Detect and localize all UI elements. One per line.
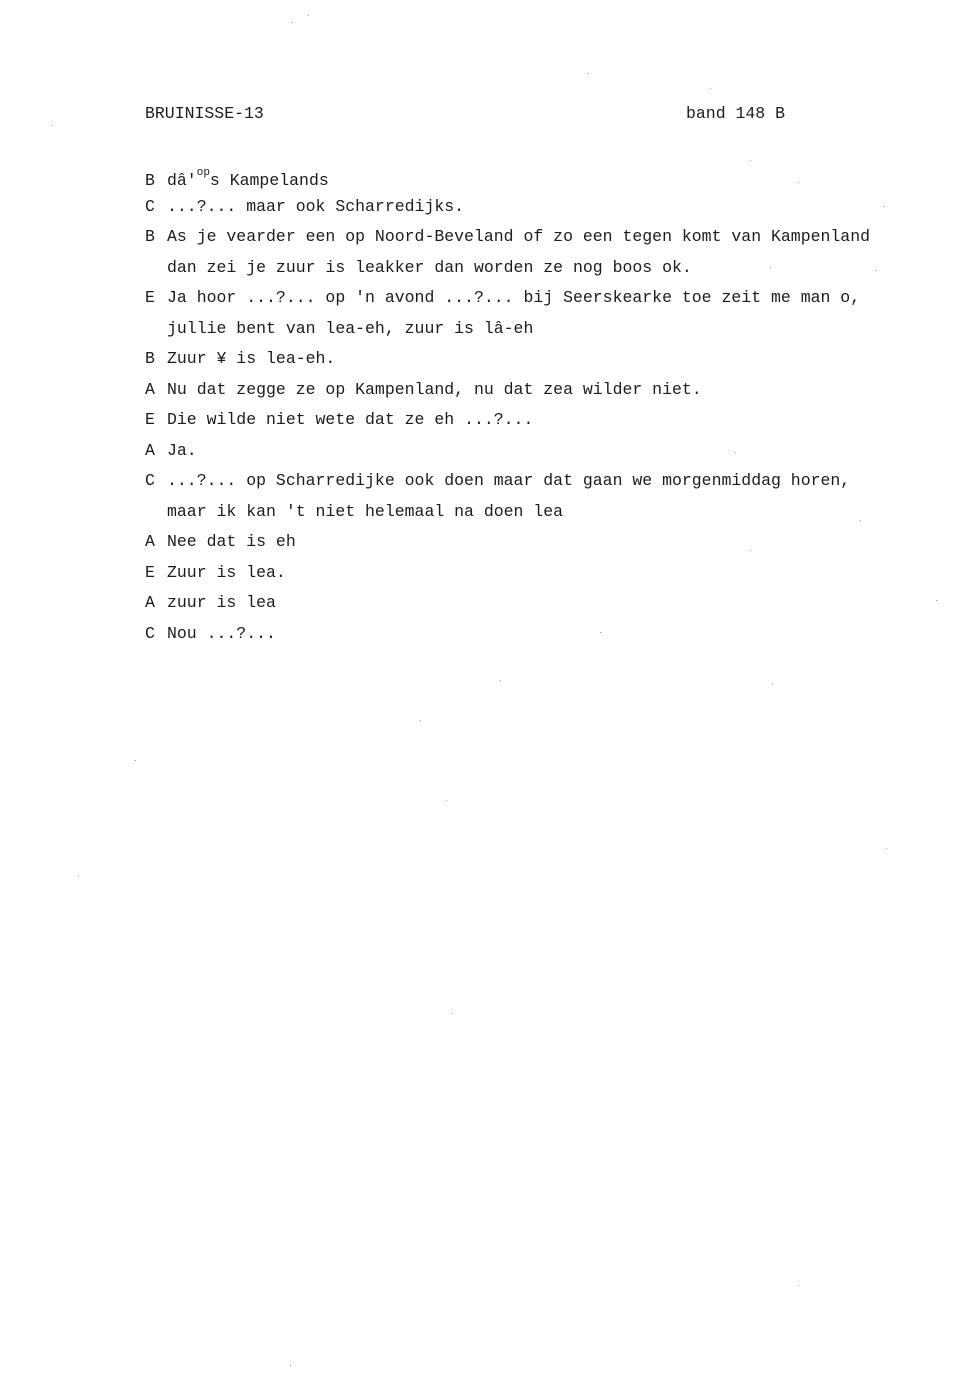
scan-speck <box>420 720 421 721</box>
scan-speck <box>798 1285 799 1286</box>
line-text-part: s Kampelands <box>209 170 329 190</box>
speaker-label: B <box>145 170 155 190</box>
scan-speck <box>292 22 293 23</box>
speaker-label: B <box>145 227 155 246</box>
speaker-label: C <box>145 196 155 216</box>
transcript-line-continuation <box>145 258 945 289</box>
header-location: BRUINISSE-13 <box>145 104 264 123</box>
scan-speck <box>710 88 711 89</box>
transcript-line <box>145 227 945 258</box>
transcript-line <box>145 624 945 655</box>
line-text <box>167 167 329 190</box>
transcript-line-continuation <box>145 502 945 533</box>
speaker-label: C <box>145 471 155 490</box>
scan-speck <box>500 680 501 681</box>
transcript-line <box>145 410 945 441</box>
line-text: Zuur is lea. <box>167 562 286 582</box>
scan-speck <box>886 848 887 849</box>
transcript-line <box>145 380 945 411</box>
line-text: dan zei je zuur is leakker dan worden ze nog boos ok. <box>167 257 692 277</box>
transcript-line <box>145 471 945 502</box>
speaker-label: A <box>145 532 155 551</box>
line-text: zuur is lea <box>167 593 276 612</box>
line-text: Nee dat is eh <box>167 532 296 551</box>
speaker-label: C <box>145 623 155 643</box>
scan-speck <box>446 800 447 801</box>
transcript-line <box>145 441 945 472</box>
scan-speck <box>860 520 861 521</box>
line-text: Die wilde niet wete dat ze eh ...?... <box>167 410 534 429</box>
scan-speck <box>750 550 751 551</box>
scan-speck <box>798 182 799 183</box>
scan-speck <box>750 160 751 161</box>
scan-speck <box>600 632 601 633</box>
scan-speck <box>52 125 53 126</box>
line-text: Zuur ¥ is lea-eh. <box>167 349 336 368</box>
line-text: As je vearder een op Noord-Beveland of zo een tegen komt van Kampenland <box>167 227 871 246</box>
transcript-line <box>145 563 945 594</box>
transcript-line <box>145 288 945 319</box>
speaker-label: A <box>145 379 155 399</box>
speaker-label: A <box>145 440 155 460</box>
line-text: ...?... maar ook Scharredijks. <box>167 196 465 216</box>
scan-speck <box>883 206 884 207</box>
line-text: Ja. <box>167 440 197 460</box>
header-tape-number: band 148 B <box>686 104 786 123</box>
line-text: Nu dat zegge ze op Kampenland, nu dat zea wilder niet. <box>167 379 702 399</box>
speaker-label: E <box>145 410 155 429</box>
transcript-line <box>145 166 945 197</box>
scan-speck <box>875 270 876 271</box>
scan-speck <box>772 683 773 684</box>
scan-speck <box>588 73 589 74</box>
scan-speck <box>936 600 937 601</box>
scan-speck <box>770 267 771 268</box>
scan-speck <box>452 1013 453 1014</box>
scan-speck <box>308 15 309 16</box>
scan-speck <box>78 875 79 876</box>
transcript-line-continuation <box>145 319 945 350</box>
line-text: jullie bent van lea-eh, zuur is lâ-eh <box>167 318 534 338</box>
transcript-line <box>145 349 945 380</box>
speaker-label: E <box>145 288 155 307</box>
line-text: Ja hoor ...?... op 'n avond ...?... bij Seerskearke toe zeit me man o, <box>167 288 861 307</box>
speaker-label: A <box>145 593 155 612</box>
speaker-label: B <box>145 349 155 368</box>
transcript <box>145 166 945 654</box>
scan-speck <box>290 1365 291 1366</box>
transcript-line <box>145 532 945 563</box>
scan-speck <box>735 452 736 453</box>
line-text: Nou ...?... <box>167 623 276 643</box>
line-text: maar ik kan 't niet helemaal na doen lea <box>167 501 564 521</box>
line-text: ...?... op Scharredijke ook doen maar dat gaan we morgenmiddag horen, <box>167 471 851 490</box>
superscript-insertion: op <box>196 167 210 179</box>
line-text-part: dâ' <box>167 170 197 190</box>
scan-speck <box>135 760 136 761</box>
transcript-line <box>145 197 945 228</box>
speaker-label: E <box>145 562 155 582</box>
transcript-line <box>145 593 945 624</box>
